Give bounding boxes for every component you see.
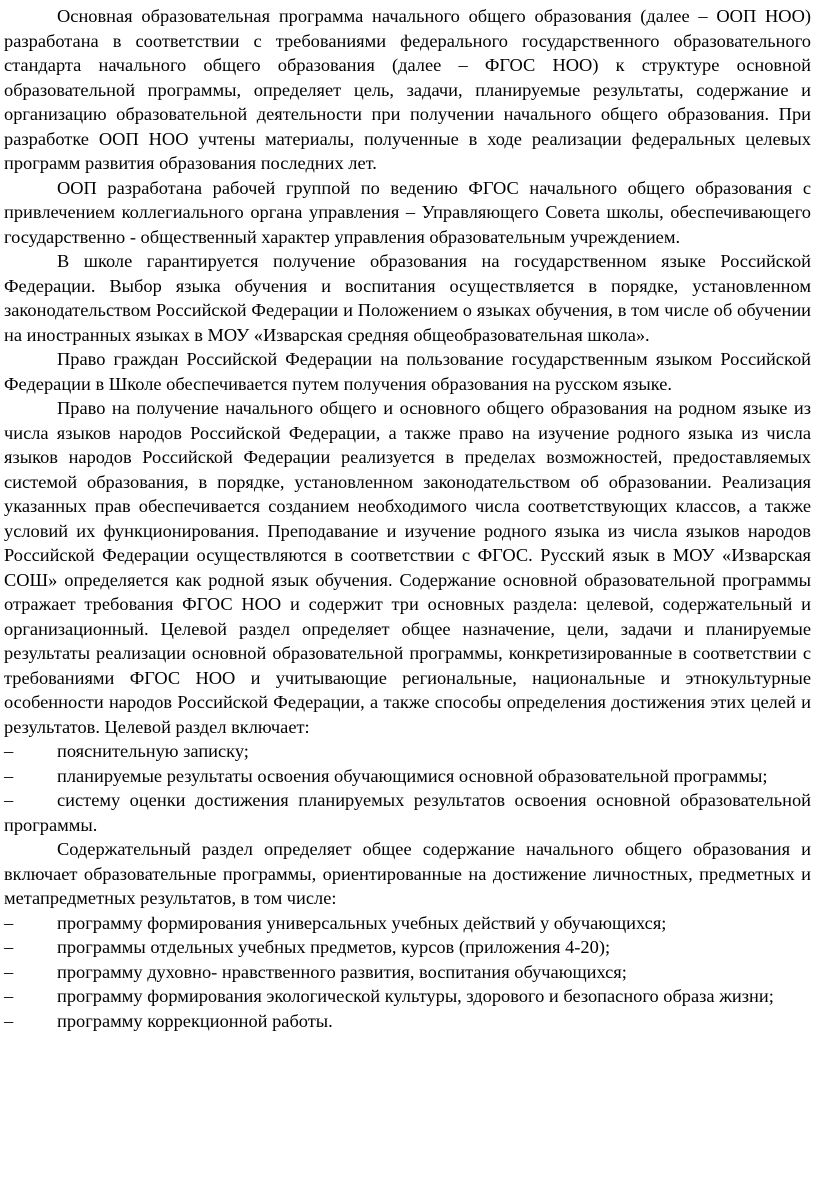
list-dash: –	[4, 1010, 14, 1031]
list-item-text: планируемые результаты освоения обучающимися основной образовательной программы;	[57, 765, 768, 786]
list-item-text: программу формирования экологической культуры, здорового и безопасного образа жизни;	[57, 986, 774, 1006]
list-item	[4, 788, 811, 837]
list-item-text: программы отдельных учебных предметов, курсов (приложения 4-20);	[57, 937, 611, 957]
paragraph-working-group: ООП разработана рабочей группой по ведению ФГОС начального общего образования с привлечением коллегиального органа управления – Управляющего Совета школы, обеспечивающего государственно - общественный характер управления образовательным учреждением.	[4, 177, 811, 247]
list-dash: –	[4, 741, 14, 761]
paragraph-state-language: В школе гарантируется получение образования на государственном языке Российской Федерации. Выбор языка обучения и воспитания осуществляется в порядке, установленном законодательством Российской Федерации и Положением о языках обучения, в том числе об обучении на иностранных языках в МОУ «Изварская средняя общеобразовательная школа».	[4, 251, 811, 345]
list-item	[4, 911, 811, 936]
list-item-text: систему оценки достижения планируемых результатов освоения основной образовательной программы.	[4, 790, 811, 835]
list-item	[4, 935, 811, 960]
list-item	[4, 1009, 811, 1034]
list-dash: –	[4, 986, 14, 1006]
list-dash: –	[4, 790, 14, 810]
list-item-text: программу формирования универсальных учебных действий у обучающихся;	[57, 912, 667, 933]
list-item	[4, 764, 811, 789]
list-dash: –	[4, 765, 14, 786]
list-item	[4, 984, 811, 1009]
list-dash: –	[4, 937, 14, 957]
paragraph-native-language: Право на получение начального общего и основного общего образования на родном языке из числа языков народов Российской Федерации, а также право на изучение родного языка из числа языков народов Российской Федерации реализуется в пределах возможностей, предоставляемых системой образования, в порядке, установленном законодательством об образовании. Реализация указанных прав обеспечивается созданием необходимого числа соответствующих классов, а также условий их функционирования. Преподавание и изучение родного языка из числа языков народов Российской Федерации осуществляются в соответствии с ФГОС. Русский язык в МОУ «Изварская СОШ» определяется как родной язык обучения. Содержание основной образовательной программы отражает требования ФГОС НОО и содержит три основных раздела: целевой, содержательный и организационный. Целевой раздел определяет общее назначение, цели, задачи и планируемые результаты реализации основной образовательной программы, конкретизированные в соответствии с требованиями ФГОС НОО и учитывающие региональные, национальные и этнокультурные особенности народов Российской Федерации, а также способы определения достижения этих целей и результатов. Целевой раздел включает:	[4, 398, 811, 737]
paragraph-oop-intro: Основная образовательная программа начального общего образования (далее – ООП НОО) разработана в соответствии с требованиями федерального государственного образовательного стандарта начального общего образования (далее – ФГОС НОО) к структуре основной образовательной программы, определяет цель, задачи, планируемые результаты, содержание и организацию образовательной деятельности при получении начального общего образования. При разработке ООП НОО учтены материалы, полученные в ходе реализации федеральных целевых программ развития образования последних лет.	[4, 6, 811, 173]
list-item-text: пояснительную записку;	[57, 741, 249, 761]
list-item	[4, 960, 811, 985]
paragraph-russian-language: Право граждан Российской Федерации на пользование государственным языком Российской Федерации в Школе обеспечивается путем получения образования на русском языке.	[4, 349, 811, 394]
paragraph-content-section: Содержательный раздел определяет общее содержание начального общего образования и включает образовательные программы, ориентированные на достижение личностных, предметных и метапредметных результатов, в том числе:	[4, 839, 811, 908]
list-item-text: программу духовно- нравственного развития, воспитания обучающихся;	[57, 961, 627, 982]
list-dash: –	[4, 912, 14, 933]
list-dash: –	[4, 961, 14, 982]
list-item	[4, 739, 811, 764]
list-item-text: программу коррекционной работы.	[57, 1010, 333, 1031]
